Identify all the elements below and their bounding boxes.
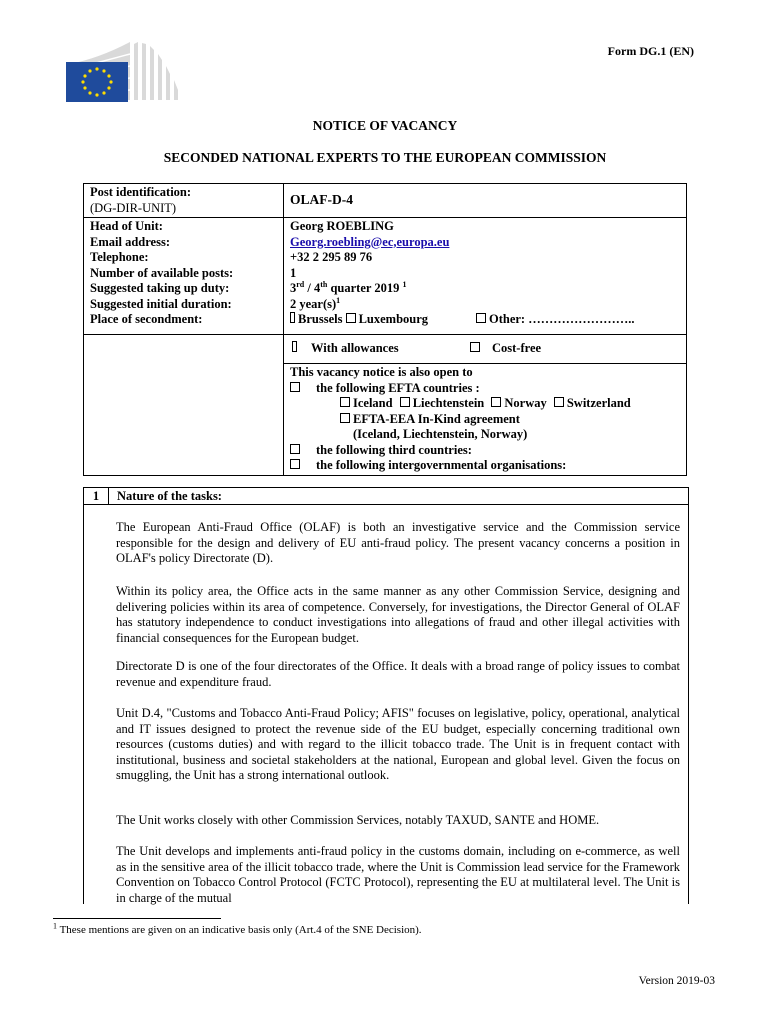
open-intro: This vacancy notice is also open to [290,365,473,379]
european-commission-logo [40,40,180,104]
task-paragraph: The European Anti-Fraud Office (OLAF) is both an investigative service and the Commission service responsible for the design and delivery of EU anti-fraud policy. The present vacancy concerns a position in OLAF's policy Directorate (D). [116,520,680,566]
switzerland-checkbox[interactable] [554,397,564,407]
section-number: 1 [84,488,109,504]
costfree-label: Cost-free [492,341,542,355]
version-label: Version 2019-03 [638,975,715,987]
email-link[interactable]: Georg.roebling@ec,europa.eu [290,234,450,249]
place-options [290,312,680,328]
brussels-label: Brussels [298,312,343,326]
post-values-cell [284,218,687,335]
duty-value: 3rd / 4th quarter 2019 $^1$ [290,279,407,295]
email-label: Email address: [90,234,170,249]
liechtenstein-label: Liechtenstein [412,396,485,410]
allowances-checkbox-checked[interactable] [292,341,297,352]
post-id-label-cell [84,184,284,218]
third-countries-checkbox[interactable] [290,444,300,454]
post-id-value-cell [284,184,687,218]
other-checkbox[interactable] [476,313,486,323]
nature-of-tasks-section [83,487,689,904]
luxembourg-checkbox[interactable] [346,313,356,323]
liechtenstein-checkbox[interactable] [400,397,410,407]
posts-value: 1 [290,265,297,280]
form-id: Form DG.1 (EN) [607,44,694,58]
allowances-cell [284,335,687,364]
post-labels-cell [84,218,284,335]
third-countries-label: the following third countries: [316,442,472,457]
duration-value: 2 $year(s)^1$ [290,295,341,311]
costfree-checkbox[interactable] [470,342,480,352]
brussels-checkbox-checked[interactable] [290,312,295,323]
luxembourg-label: Luxembourg [358,312,429,326]
phone-value: +32 2 295 89 76 [290,250,373,264]
efta-eea-checkbox[interactable] [340,413,350,423]
norway-checkbox[interactable] [491,397,501,407]
post-id-label: Post identification: [90,185,192,199]
task-paragraph: The Unit develops and implements anti-fraud policy in the customs domain, including on e-commerce, as well as in the sensitive area of the illicit tobacco trade, where the Unit is Commission lead service for the Framework Convention on Tobacco Control Protocol (FCTC Protocol), representing the EU at multilateral level. The Unit is in charge of the mutual [116,844,680,905]
document-title: NOTICE OF VACANCY [312,118,458,133]
task-paragraph: Unit D.4, "Customs and Tobacco Anti-Fraud Policy; AFIS" focuses on legislative, policy, operational, analytical and IT issues designed to protect the revenue side of the EU budget, especially concerning traditional own resources (customs duties) and with regard to the illicit tobacco trade. The Unit is in frequent contact with institutional, business and societal stakeholders at the national, European and global level. Given the focus on smuggling, the Unit has a strong international outlook. [116,706,680,783]
task-paragraph: Within its policy area, the Office acts in the same manner as any other Commission Service, designing and delivering policies within its area of competence. Conversely, for investigations, the Director General of OLAF has statutory independence to conduct investigations into allegations of fraud and other illegal activities with financial consequences for the European budget. [116,584,680,645]
posts-label: Number of available posts: [90,265,234,280]
footnote-separator [53,918,221,919]
duration-label: Suggested initial duration: [90,296,232,311]
other-label: Other: …………………….. [489,312,635,326]
footnote [53,921,422,936]
igo-label: the following intergovernmental organisations: [316,458,567,472]
footnote-text: These mentions are given on an indicative basis only (Art.4 of the SNE Decision). [59,924,422,936]
head-value: Georg ROEBLING [290,219,394,233]
iceland-checkbox[interactable] [340,397,350,407]
allowances-label: With allowances [311,341,399,356]
post-id-value: OLAF-D-4 [290,192,353,208]
norway-label: Norway [504,396,547,410]
document-subtitle: SECONDED NATIONAL EXPERTS TO THE EUROPEAN COMMISSION [163,150,607,165]
task-paragraph: The Unit works closely with other Commission Services, notably TAXUD, SANTE and HOME. [116,813,600,827]
task-paragraph: Directorate D is one of the four directorates of the Office. It deals with a broad range of policy issues to combat revenue and expenditure fraud. [116,659,680,689]
post-info-table [83,183,687,476]
igo-checkbox[interactable] [290,459,300,469]
open-to-cell [284,364,687,476]
nature-header [84,488,688,505]
efta-label: the following EFTA countries : [316,380,480,395]
efta-checkbox[interactable] [290,382,300,392]
switzerland-label: Switzerland [566,396,631,410]
place-label: Place of secondment: [90,312,203,326]
efta-eea-sub: (Iceland, Liechtenstein, Norway) [353,427,528,441]
post-id-sublabel: (DG-DIR-UNIT) [90,200,177,215]
footnote-mark: 1 [53,921,57,931]
efta-eea-label: EFTA-EEA In-Kind agreement [353,411,520,426]
iceland-label: Iceland [353,396,393,410]
duty-label: Suggested taking up duty: [90,281,230,295]
empty-left-cell [84,335,284,476]
section-title: Nature of the tasks: [117,489,222,503]
head-label: Head of Unit: [90,219,163,233]
phone-label: Telephone: [90,250,149,264]
